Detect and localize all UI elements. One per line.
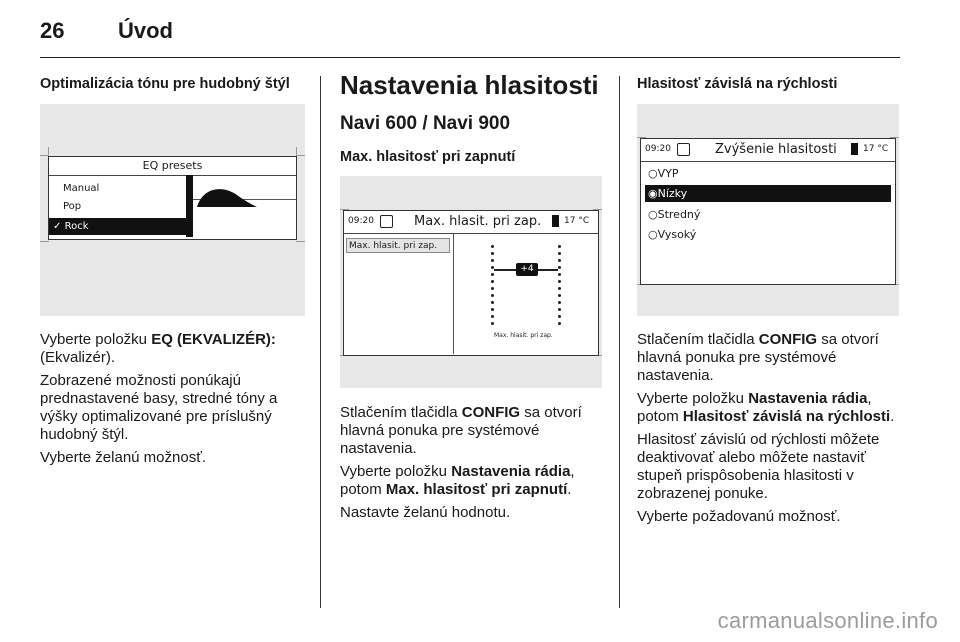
check-icon: ✓ — [53, 221, 62, 232]
max-volume-screenshot — [340, 176, 602, 388]
speed-volume-screenshot — [637, 104, 899, 316]
temperature-text: 17 °C — [564, 216, 590, 226]
column-eq — [40, 76, 305, 92]
eq-curve — [193, 175, 296, 237]
eq-item-rock-label: Rock — [64, 221, 89, 232]
volume-value-handle[interactable]: +4 — [516, 263, 538, 276]
max-volume-screen — [343, 210, 599, 356]
slider-track-left — [491, 245, 494, 329]
column-divider-2 — [619, 76, 620, 608]
option-medium[interactable]: ○Stredný — [648, 208, 701, 221]
eq-text — [40, 331, 310, 472]
slider-caption: Max. hlasit. pri zap. — [494, 332, 553, 339]
eq-paragraph-1: Vyberte položku EQ (EKVALIZÉR): (Ekvalizér). — [40, 331, 276, 366]
eq-menu-item: EQ (EKVALIZÉR): — [151, 331, 276, 348]
section-heading-speed-volume: Hlasitosť závislá na rýchlosti — [637, 76, 838, 92]
speed-volume-topbar — [641, 139, 895, 162]
max-volume-menu-item[interactable]: Max. hlasit. pri zap. — [346, 238, 450, 253]
eq-paragraph-2: Zobrazené možnosti ponúkajú prednastavené basy, stredné tóny a výšky optimalizované pre príslušný hudobný štýl. — [40, 372, 278, 443]
clock-icon — [677, 143, 690, 156]
slider-track-right — [558, 245, 561, 329]
radio-empty-icon: ○ — [648, 208, 658, 221]
speed-volume-paragraph-4: Vyberte požadovanú možnosť. — [637, 508, 841, 525]
max-volume-screen-title: Max. hlasit. pri zap. — [414, 214, 542, 229]
max-volume-paragraph-3: Nastavte želanú hodnotu. — [340, 504, 511, 521]
thermometer-icon — [552, 215, 559, 227]
header-rule — [40, 57, 900, 58]
option-high[interactable]: ○Vysoký — [648, 228, 697, 241]
section-heading-eq: Optimalizácia tónu pre hudobný štýl — [40, 76, 290, 92]
section-title-volume: Nastavenia hlasitosti — [340, 70, 599, 100]
column-volume — [340, 70, 605, 165]
column-speed-volume — [637, 76, 907, 92]
radio-selected-icon: ◉ — [648, 187, 658, 200]
temperature-text: 17 °C — [863, 144, 889, 154]
clock-text: 09:20 — [645, 144, 671, 154]
eq-item-rock[interactable] — [49, 218, 186, 235]
eq-slider-bar — [186, 175, 193, 237]
speed-volume-screen — [640, 138, 896, 285]
speed-volume-screen-title: Zvýšenie hlasitosti — [715, 142, 837, 157]
chapter-title: Úvod — [118, 18, 173, 43]
clock-icon — [380, 215, 393, 228]
watermark: carmanualsonline.info — [717, 608, 938, 633]
eq-screen — [48, 156, 297, 240]
clock-text: 09:20 — [348, 216, 374, 226]
radio-empty-icon: ○ — [648, 228, 658, 241]
max-volume-paragraph-1: Stlačením tlačidla CONFIG sa otvorí hlavná ponuka pre systémové nastavenia. — [340, 404, 582, 457]
max-volume-text — [340, 404, 605, 527]
speed-volume-paragraph-3: Hlasitosť závislú od rýchlosti môžete deaktivovať alebo môžete nastaviť stupeň prispôsobenia hlasitosti v zobrazenej ponuke. — [637, 431, 880, 502]
thermometer-icon — [851, 143, 858, 155]
page-number: 26 — [40, 18, 65, 43]
eq-paragraph-3: Vyberte želanú možnosť. — [40, 449, 206, 466]
option-off[interactable]: ○VYP — [648, 167, 679, 180]
speed-volume-paragraph-2: Vyberte položku Nastavenia rádia, potom Hlasitosť závislá na rýchlosti. — [637, 390, 895, 425]
speed-volume-text — [637, 331, 907, 531]
eq-item-pop[interactable]: Pop — [63, 201, 82, 212]
eq-screenshot — [40, 104, 305, 316]
max-volume-topbar — [344, 211, 598, 234]
column-divider-1 — [320, 76, 321, 608]
max-volume-paragraph-2: Vyberte položku Nastavenia rádia, potom Max. hlasitosť pri zapnutí. — [340, 463, 575, 498]
eq-screen-title: EQ presets — [49, 157, 296, 176]
section-subtitle-navi: Navi 600 / Navi 900 — [340, 113, 511, 134]
section-heading-max-volume: Max. hlasitosť pri zapnutí — [340, 149, 516, 165]
eq-item-manual[interactable]: Manual — [63, 183, 100, 194]
speed-volume-paragraph-1: Stlačením tlačidla CONFIG sa otvorí hlavná ponuka pre systémové nastavenia. — [637, 331, 879, 384]
option-low[interactable]: ◉Nízky — [645, 185, 891, 202]
radio-empty-icon: ○ — [648, 167, 658, 180]
